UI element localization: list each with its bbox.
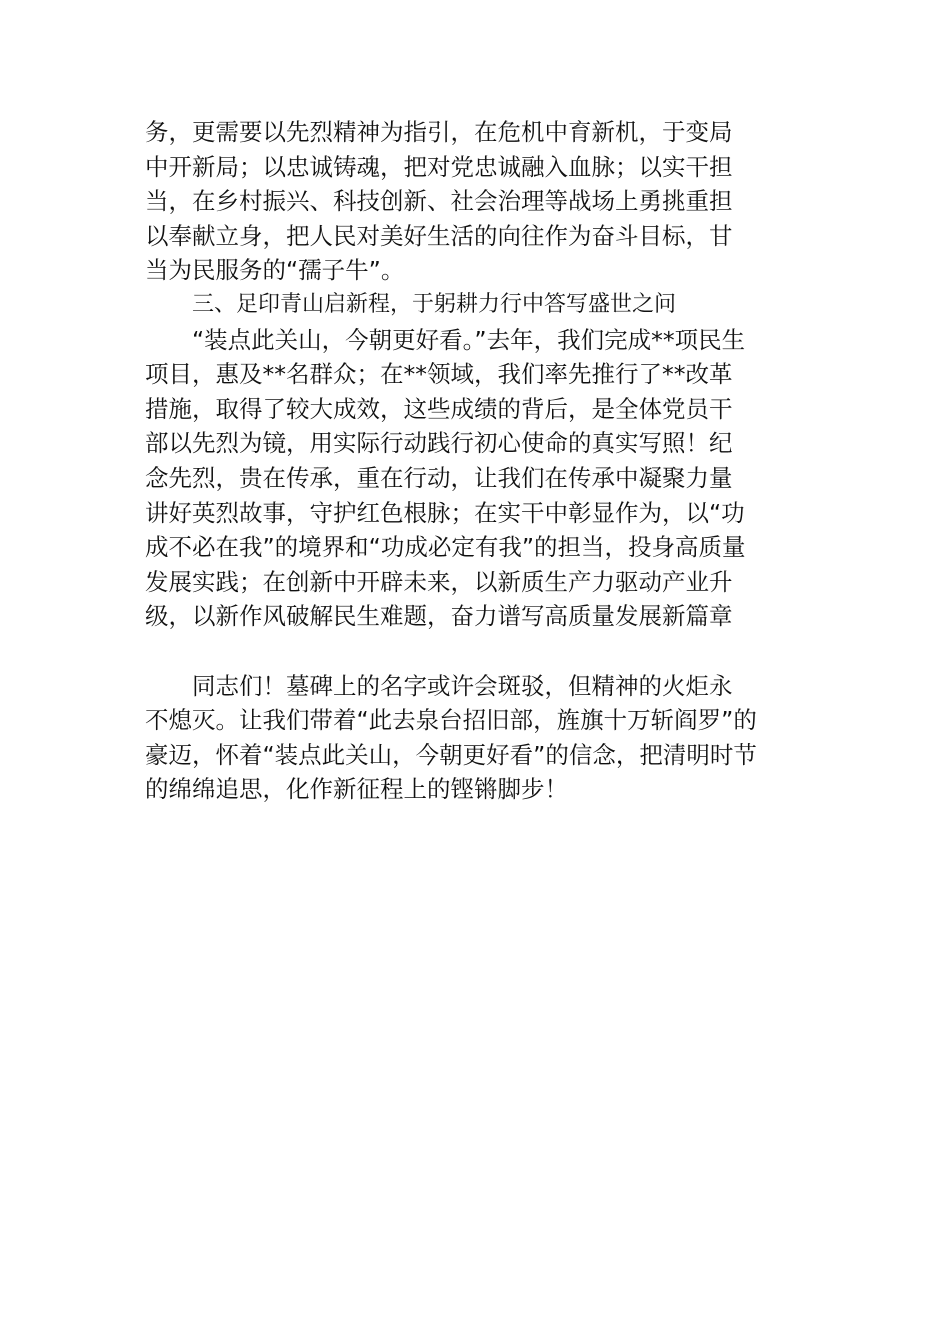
paragraph-achievements — [145, 323, 810, 634]
document-body — [145, 115, 810, 807]
text-line: 级，以新作风破解民生难题，奋力谱写高质量发展新篇章 — [145, 602, 733, 631]
text-line: 当，在乡村振兴、科技创新、社会治理等战场上勇挑重担 — [145, 187, 733, 216]
text-line: 的绵绵追思，化作新征程上的铿锵脚步！ — [145, 775, 568, 804]
text-line: 成不必在我”的境界和“功成必定有我”的担当，投身高质量 — [145, 533, 746, 562]
paragraph-gap — [145, 634, 810, 669]
section-heading: 三、足印青山启新程，于躬耕力行中答写盛世之问 — [192, 291, 677, 317]
text-line: 项目，惠及**名群众；在**领域，我们率先推行了**改革 — [145, 360, 733, 389]
paragraph-closing — [145, 669, 810, 807]
text-line: 部以先烈为镜，用实际行动践行初心使命的真实写照！纪 — [145, 429, 733, 458]
text-line: 同志们！墓碑上的名字或许会斑驳，但精神的火炬永 — [192, 671, 733, 700]
text-line: 务，更需要以先烈精神为指引，在危机中育新机，于变局 — [145, 118, 733, 146]
text-line: 讲好英烈故事，守护红色根脉；在实干中彰显作为，以“功 — [145, 498, 745, 527]
text-line: “装点此关山，今朝更好看。”去年，我们完成**项民生 — [192, 325, 746, 354]
text-line: 当为民服务的“孺子牛”。 — [145, 256, 405, 285]
text-line: 豪迈，怀着“装点此关山，今朝更好看”的信念，把清明时节 — [145, 740, 757, 769]
text-line: 以奉献立身，把人民对美好生活的向往作为奋斗目标，甘 — [145, 221, 733, 250]
text-line: 发展实践；在创新中开辟未来，以新质生产力驱动产业升 — [145, 567, 733, 596]
text-line: 中开新局；以忠诚铸魂，把对党忠诚融入血脉；以实干担 — [145, 152, 733, 181]
text-line: 措施，取得了较大成效，这些成绩的背后，是全体党员干 — [145, 394, 733, 423]
text-line: 念先烈，贵在传承，重在行动，让我们在传承中凝聚力量 — [145, 463, 733, 492]
paragraph-continuation — [145, 115, 810, 288]
text-line: 不熄灭。让我们带着“此去泉台招旧部，旌旗十万斩阎罗”的 — [145, 706, 757, 735]
